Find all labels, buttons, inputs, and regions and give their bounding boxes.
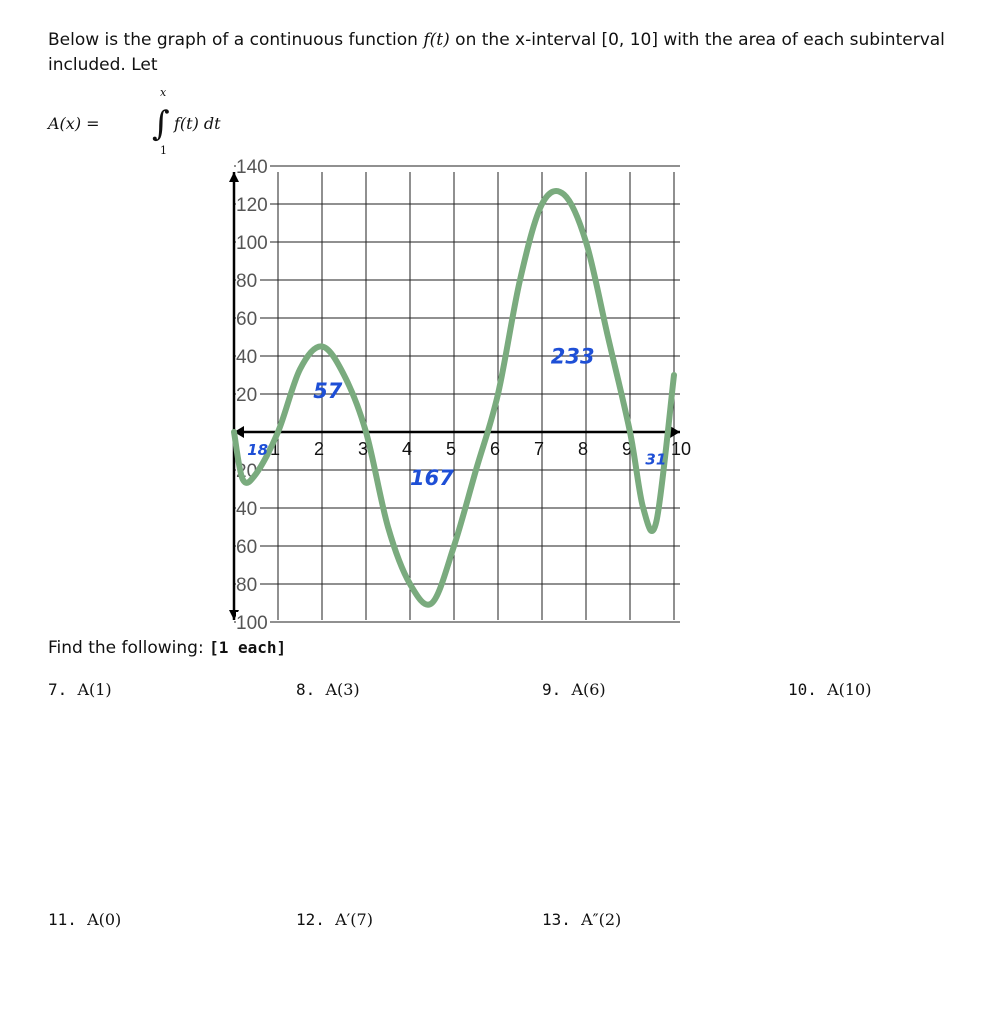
intro-text-a: Below is the graph of a continuous function — [48, 30, 424, 50]
y-tick-labels — [236, 156, 270, 634]
area-label: 233 — [550, 344, 595, 369]
upper-limit: x — [160, 86, 167, 99]
question-number: 9. — [542, 680, 562, 699]
x-tick-label: 7 — [534, 439, 545, 459]
question-expression: A(1) — [77, 680, 112, 699]
area-label: 18 — [247, 440, 269, 459]
question-13 — [542, 910, 621, 929]
question-10 — [788, 680, 871, 699]
y-tick-label: 80 — [236, 271, 258, 292]
intro-text-b: on the x-interval [0, 10] with the area of each subinterval included. Let — [48, 30, 945, 75]
question-expression: A(3) — [325, 680, 360, 699]
x-tick-label: 1 — [270, 439, 281, 459]
x-tick-label: 5 — [446, 439, 457, 459]
y-tick-label: 40 — [236, 347, 258, 368]
question-expression: A(0) — [87, 910, 122, 929]
y-tick-label: 40 — [236, 499, 258, 520]
area-labels — [247, 345, 666, 491]
x-tick-label: 8 — [578, 439, 589, 459]
formula-lhs: A(x) = — [48, 114, 100, 133]
question-number: 12. — [296, 910, 325, 929]
question-number: 10. — [788, 680, 817, 699]
area-label: 31 — [645, 450, 667, 469]
x-tick-label: 4 — [402, 439, 413, 459]
points-label: [1 each] — [209, 638, 287, 657]
x-tick-label: 6 — [490, 439, 501, 459]
function-name: f(t) — [423, 30, 450, 50]
find-heading — [48, 638, 286, 658]
y-tick-label: 60 — [236, 537, 258, 558]
x-tick-label: 3 — [358, 439, 369, 459]
y-tick-label: 80 — [236, 575, 258, 596]
question-number: 13. — [542, 910, 571, 929]
question-11 — [48, 910, 121, 929]
integral-sign: ∫ — [152, 104, 170, 144]
question-8 — [296, 680, 360, 699]
question-12 — [296, 910, 373, 929]
x-axis-arrow-right — [670, 426, 680, 438]
question-expression: A″(2) — [581, 910, 622, 929]
question-number: 8. — [296, 680, 316, 699]
y-tick-label: 140 — [236, 157, 268, 178]
x-tick-label: 10 — [671, 439, 692, 459]
y-tick-label: 120 — [236, 195, 268, 216]
x-tick-label: 2 — [314, 439, 325, 459]
question-7 — [48, 680, 112, 699]
problem-statement — [48, 28, 968, 78]
y-tick-label: 20 — [236, 461, 258, 482]
y-tick-label: 20 — [236, 385, 258, 406]
question-9 — [542, 680, 606, 699]
question-expression: A(10) — [827, 680, 872, 699]
integrand: f(t) dt — [174, 114, 221, 133]
question-number: 7. — [48, 680, 68, 699]
y-tick-label: 100 — [236, 233, 268, 254]
area-label: 167 — [410, 466, 454, 491]
y-tick-label: 100 — [236, 613, 268, 634]
grid — [234, 166, 680, 622]
y-tick-label: 60 — [236, 309, 258, 330]
function-graph — [228, 157, 692, 634]
graph-svg — [228, 157, 692, 634]
lower-limit: 1 — [160, 144, 167, 157]
question-number: 11. — [48, 910, 77, 929]
accumulation-formula — [48, 86, 268, 166]
find-label: Find the following: — [48, 638, 210, 658]
area-label: 57 — [313, 378, 343, 403]
x-tick-label: 9 — [622, 439, 633, 459]
question-expression: A′(7) — [335, 910, 373, 929]
question-expression: A(6) — [571, 680, 606, 699]
